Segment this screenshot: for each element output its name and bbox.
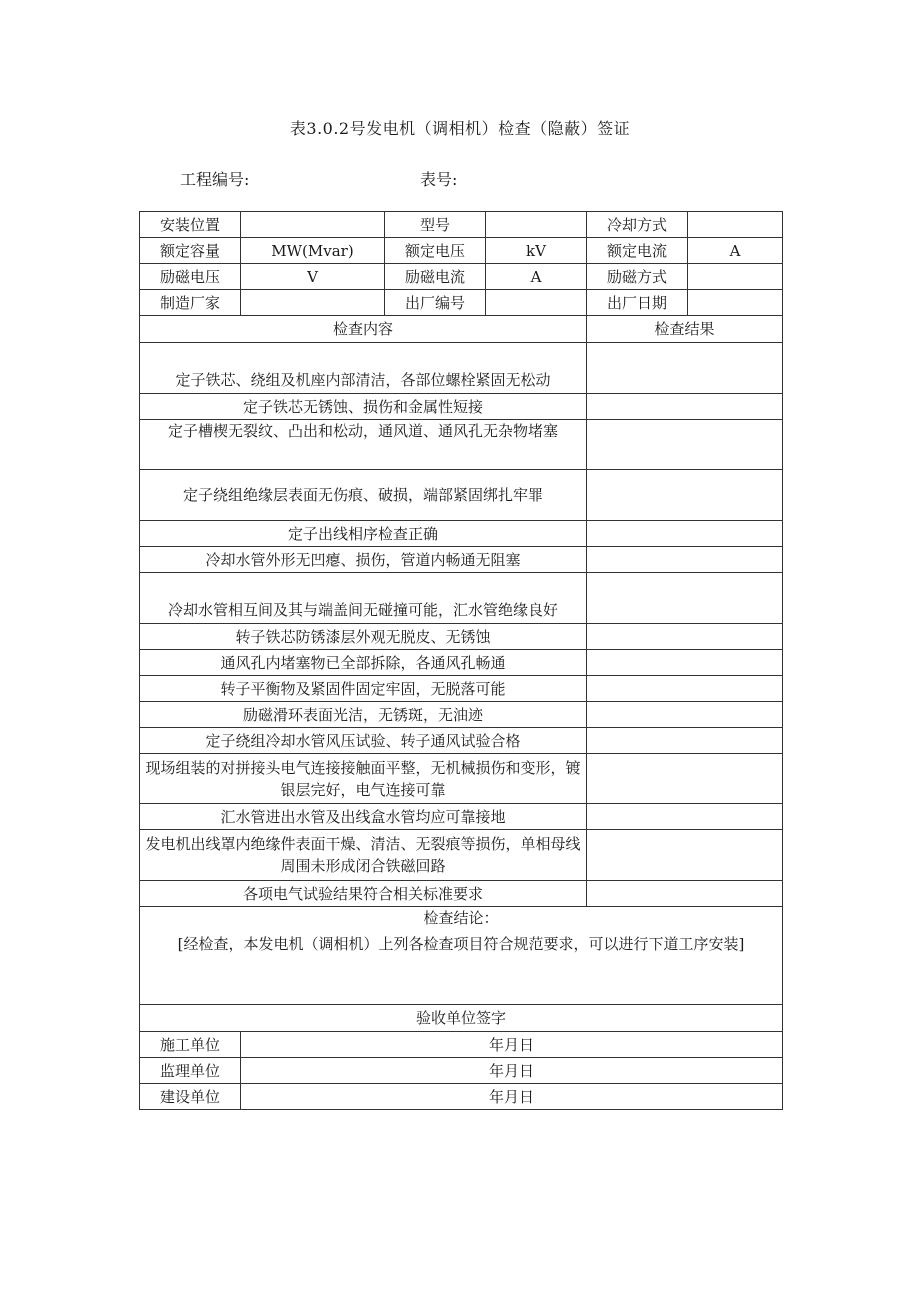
exc-current-unit[interactable]: A (486, 264, 587, 290)
install-pos-label: 安装位置 (140, 212, 241, 238)
exc-voltage-label: 励磁电压 (140, 264, 241, 290)
check-item: 汇水管进出水管及出线盒水管均应可靠接地 (140, 804, 587, 830)
signer-date[interactable]: 年月日 (241, 1058, 783, 1084)
check-result[interactable] (587, 420, 783, 470)
signer-date[interactable]: 年月日 (241, 1032, 783, 1058)
signer-unit: 施工单位 (140, 1032, 241, 1058)
check-result[interactable] (587, 754, 783, 804)
signer-date[interactable]: 年月日 (241, 1084, 783, 1110)
check-result[interactable] (587, 573, 783, 624)
signer-unit: 监理单位 (140, 1058, 241, 1084)
check-item: 励磁滑环表面光洁，无锈斑，无油迹 (140, 702, 587, 728)
exc-mode-value[interactable] (688, 264, 783, 290)
check-result[interactable] (587, 728, 783, 754)
conclusion-cell[interactable] (140, 907, 783, 1005)
check-result[interactable] (587, 547, 783, 573)
check-result[interactable] (587, 702, 783, 728)
check-result[interactable] (587, 676, 783, 702)
exc-current-label: 励磁电流 (385, 264, 486, 290)
rated-capacity-label: 额定容量 (140, 238, 241, 264)
check-item: 定子铁芯无锈蚀、损伤和金属性短接 (140, 394, 587, 420)
check-item: 定子槽楔无裂纹、凸出和松动，通风道、通风孔无杂物堵塞 (140, 420, 587, 470)
serial-no-value[interactable] (486, 290, 587, 316)
signer-unit: 建设单位 (140, 1084, 241, 1110)
exc-voltage-unit[interactable]: V (241, 264, 385, 290)
check-item: 定子铁芯、绕组及机座内部清洁，各部位螺栓紧固无松动 (140, 343, 587, 394)
install-pos-value[interactable] (241, 212, 385, 238)
form-no-label: 表号: (420, 170, 458, 189)
manufacturer-label: 制造厂家 (140, 290, 241, 316)
check-result[interactable] (587, 650, 783, 676)
form-title: 表3.0.2号发电机（调相机）检查（隐蔽）签证 (289, 119, 631, 138)
rated-capacity-unit[interactable]: MW(Mvar) (241, 238, 385, 264)
check-item: 转子铁芯防锈漆层外观无脱皮、无锈蚀 (140, 624, 587, 650)
rated-voltage-label: 额定电压 (385, 238, 486, 264)
content-header: 检查内容 (140, 316, 587, 343)
check-result[interactable] (587, 624, 783, 650)
rated-current-unit[interactable]: A (688, 238, 783, 264)
mfg-date-value[interactable] (688, 290, 783, 316)
cooling-label: 冷却方式 (587, 212, 688, 238)
check-result[interactable] (587, 830, 783, 881)
check-item: 通风孔内堵塞物已全部拆除，各通风孔畅通 (140, 650, 587, 676)
model-value[interactable] (486, 212, 587, 238)
check-result[interactable] (587, 521, 783, 547)
serial-no-label: 出厂编号 (385, 290, 486, 316)
project-no-label: 工程编号: (180, 170, 250, 189)
check-item: 定子绕组绝缘层表面无伤痕、破损，端部紧固绑扎牢罪 (140, 470, 587, 521)
inspection-table (139, 211, 783, 1110)
check-result[interactable] (587, 881, 783, 907)
manufacturer-value[interactable] (241, 290, 385, 316)
check-result[interactable] (587, 394, 783, 420)
result-header: 检查结果 (587, 316, 783, 343)
check-item: 各项电气试验结果符合相关标准要求 (140, 881, 587, 907)
check-item: 转子平衡物及紧固件固定牢固，无脱落可能 (140, 676, 587, 702)
check-result[interactable] (587, 470, 783, 521)
check-item: 定子绕组冷却水管风压试验、转子通风试验合格 (140, 728, 587, 754)
check-result[interactable] (587, 804, 783, 830)
conclusion-label: 检查结论： (423, 909, 499, 927)
rated-voltage-unit[interactable]: kV (486, 238, 587, 264)
model-label: 型号 (385, 212, 486, 238)
check-item: 现场组装的对拼接头电气连接接触面平整，无机械损伤和变形，镀银层完好，电气连接可靠 (140, 754, 587, 804)
check-item: 定子出线相序检查正确 (140, 521, 587, 547)
check-item: 发电机出线罩内绝缘件表面干燥、清洁、无裂痕等损伤，单相母线周围未形成闭合铁磁回路 (140, 830, 587, 881)
check-item: 冷却水管外形无凹瘪、损伤，管道内畅通无阻塞 (140, 547, 587, 573)
sign-header: 验收单位签字 (140, 1005, 783, 1032)
rated-current-label: 额定电流 (587, 238, 688, 264)
mfg-date-label: 出厂日期 (587, 290, 688, 316)
check-result[interactable] (587, 343, 783, 394)
check-item: 冷却水管相互间及其与端盖间无碰撞可能，汇水管绝缘良好 (140, 573, 587, 624)
cooling-value[interactable] (688, 212, 783, 238)
conclusion-text: [经检查，本发电机（调相机）上列各检查项目符合规范要求，可以进行下道工序安装] (177, 935, 745, 953)
exc-mode-label: 励磁方式 (587, 264, 688, 290)
